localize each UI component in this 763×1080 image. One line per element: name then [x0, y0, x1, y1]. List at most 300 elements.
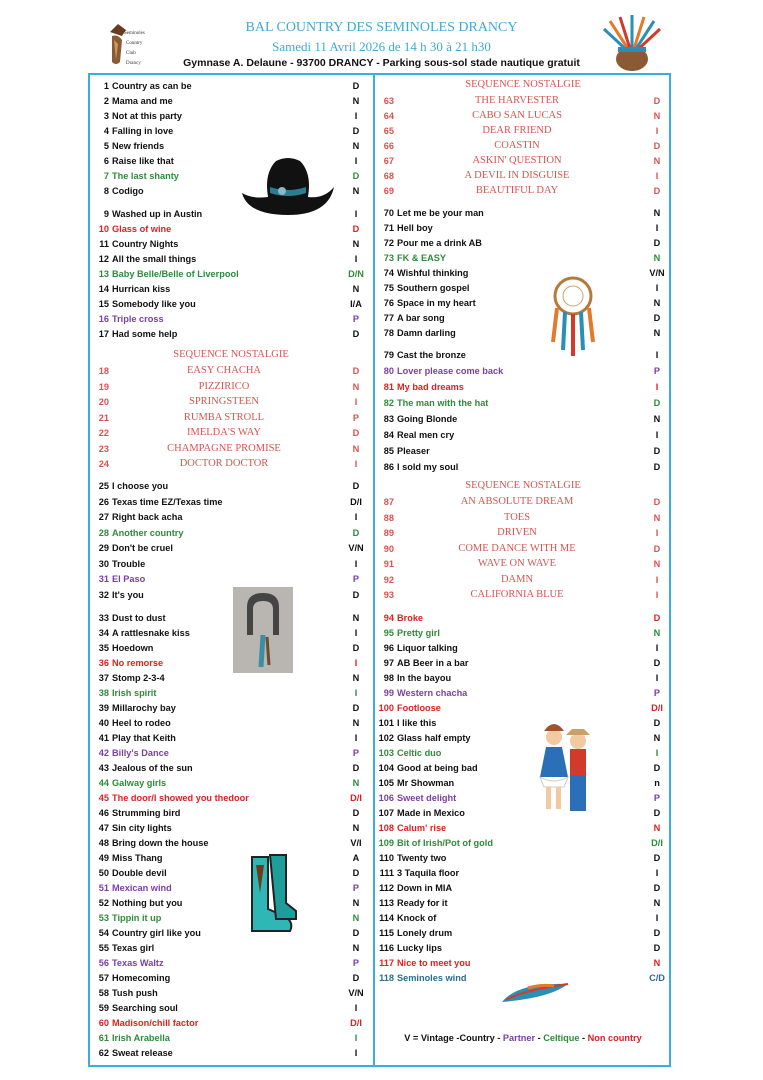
sequence-number: 18	[98, 366, 109, 376]
dance-row	[90, 139, 372, 153]
dance-number: 14	[98, 284, 109, 294]
sequence-level: I	[655, 126, 659, 136]
dance-row	[90, 109, 372, 123]
sequence-number: 67	[383, 156, 394, 166]
dance-number: 50	[98, 868, 109, 878]
dance-row	[90, 656, 372, 670]
dance-name: Raise like that	[112, 156, 174, 166]
dance-row	[90, 1046, 372, 1060]
dance-row	[90, 836, 372, 850]
sequence-name: BEAUTIFUL DAY	[475, 185, 559, 196]
dance-number: 51	[98, 883, 109, 893]
dance-name: Country Nights	[112, 239, 179, 249]
dance-row	[376, 380, 670, 394]
dance-row	[376, 326, 670, 340]
dance-number: 101	[378, 718, 394, 728]
sequence-row	[90, 457, 372, 471]
dance-level: N	[352, 823, 360, 833]
sequence-number: 65	[383, 126, 394, 136]
dance-row	[90, 237, 372, 251]
sequence-level: I	[655, 171, 659, 181]
dance-level: A	[352, 853, 360, 863]
dance-name: Let me be your man	[397, 208, 484, 218]
dance-level: I	[655, 673, 659, 683]
dance-name: Sweat release	[112, 1048, 173, 1058]
dance-row	[376, 836, 670, 850]
dance-number: 38	[98, 688, 109, 698]
dance-level: N	[653, 414, 661, 424]
dance-name: Country girl like you	[112, 928, 201, 938]
dance-number: 118	[379, 973, 394, 983]
dance-level: n	[654, 778, 660, 788]
dance-row	[376, 428, 670, 442]
dance-level: D/N	[348, 269, 364, 279]
dance-row	[90, 806, 372, 820]
dance-name: Baby Belle/Belle of Liverpool	[112, 269, 239, 279]
sequence-name: WAVE ON WAVE	[477, 558, 557, 569]
sequence-name: CABO SAN LUCAS	[472, 110, 562, 121]
svg-text:Seminoles: Seminoles	[124, 31, 145, 36]
dance-number: 59	[98, 1003, 109, 1013]
sequence-row	[376, 495, 670, 509]
dance-row	[376, 806, 670, 820]
dance-name: Knock of	[397, 913, 437, 923]
dance-name: I choose you	[112, 481, 169, 491]
dance-number: 104	[378, 763, 394, 773]
dance-number: 4	[103, 126, 109, 136]
sequence-level: N	[653, 111, 661, 121]
dance-number: 76	[383, 298, 394, 308]
dance-row	[90, 626, 372, 640]
sequence-number: 89	[383, 528, 394, 538]
legend	[375, 1033, 671, 1043]
dance-number: 26	[98, 496, 109, 507]
dance-name: I like this	[397, 718, 437, 728]
dance-name: Mr Showman	[397, 778, 455, 788]
dance-row	[90, 611, 372, 625]
dance-number: 94	[383, 613, 394, 623]
dance-level: I	[354, 512, 358, 522]
dance-number: 1	[103, 81, 109, 91]
dance-number: 72	[383, 238, 394, 248]
dance-row	[376, 821, 670, 835]
sequence-level: I	[354, 397, 358, 407]
dance-level: P	[352, 748, 360, 758]
sequence-level: D	[352, 366, 360, 376]
dance-number: 40	[98, 718, 109, 728]
sequence-level: D	[352, 428, 360, 438]
dance-level: V/N	[348, 543, 364, 553]
dance-name: Not at this party	[112, 111, 182, 121]
dance-level: N	[352, 141, 360, 151]
sequence-number: 63	[383, 96, 394, 106]
dance-number: 111	[379, 868, 394, 878]
dance-name: Lover please come back	[397, 366, 504, 376]
dance-row	[90, 222, 372, 236]
dance-name: Mexican wind	[112, 883, 172, 893]
dance-row	[90, 851, 372, 865]
dance-name: Pleaser	[397, 446, 430, 456]
event-date: Samedi 11 Avril 2026 de 14 h 30 à 21 h30	[272, 39, 491, 54]
dance-number: 102	[378, 733, 394, 743]
dance-level: P	[352, 883, 360, 893]
dance-number: 107	[378, 808, 394, 818]
sequence-name: COASTIN	[494, 140, 540, 151]
dance-name: Billy's Dance	[112, 748, 169, 758]
dance-name: Texas time EZ/Texas time	[112, 496, 223, 507]
dance-level: I	[354, 254, 358, 264]
dance-name: Bring down the house	[112, 838, 209, 848]
dance-number: 36	[98, 658, 109, 668]
sequence-row	[376, 557, 670, 571]
dance-name: Glass half empty	[397, 733, 471, 743]
dance-level: I	[354, 658, 358, 668]
dance-name: Play that Keith	[112, 733, 176, 743]
dance-row	[90, 94, 372, 108]
dance-row	[90, 866, 372, 880]
dance-level: P	[653, 688, 661, 698]
dance-level: P	[352, 574, 360, 584]
event-title: BAL COUNTRY DES SEMINOLES DRANCY	[245, 20, 518, 35]
dance-name: Had some help	[112, 329, 178, 339]
dance-name: Mama and me	[112, 96, 173, 106]
dance-number: 25	[98, 481, 109, 491]
sequence-name: DOCTOR DOCTOR	[179, 458, 269, 469]
dance-row	[90, 267, 372, 281]
dance-name: Cast the bronze	[397, 350, 466, 360]
dance-number: 27	[98, 512, 109, 522]
dance-level: D	[653, 928, 661, 938]
dance-level: D/I	[350, 1018, 362, 1028]
dance-level: N	[352, 943, 360, 953]
dance-level: D	[653, 398, 661, 408]
dance-number: 80	[383, 366, 394, 376]
dance-row	[376, 412, 670, 426]
dance-level: D	[352, 224, 360, 234]
dance-name: Lucky lips	[397, 943, 442, 953]
dance-row	[90, 776, 372, 790]
sequence-row	[90, 380, 372, 394]
dance-row	[90, 971, 372, 985]
dance-level: I	[655, 643, 659, 653]
dance-number: 42	[98, 748, 109, 758]
dance-name: Searching soul	[112, 1003, 178, 1013]
sequence-name: SPRINGSTEEN	[188, 396, 259, 407]
sequence-number: 20	[98, 397, 109, 407]
dance-row	[90, 821, 372, 835]
dance-level: I	[655, 430, 659, 440]
dance-name: The last shanty	[112, 171, 179, 181]
sequence-level: I	[655, 528, 659, 538]
dance-number: 110	[379, 853, 394, 863]
dance-row	[376, 626, 670, 640]
dance-number: 61	[98, 1033, 109, 1043]
dance-number: 5	[103, 141, 109, 151]
dance-name: A bar song	[397, 313, 445, 323]
legend-vintage: V = Vintage -Country	[404, 1033, 495, 1043]
sequence-number: 23	[98, 443, 109, 454]
dance-number: 86	[383, 462, 394, 472]
sequence-row	[376, 542, 670, 556]
dance-level: P	[653, 366, 661, 376]
dance-number: 17	[98, 329, 109, 339]
dance-name: Right back acha	[112, 512, 183, 522]
dance-row	[90, 479, 372, 493]
dance-row	[376, 281, 670, 295]
dance-number: 97	[383, 658, 394, 668]
sequence-name: ASKIN' QUESTION	[472, 155, 562, 166]
dance-level: D	[653, 313, 661, 323]
event-venue: Gymnase A. Delaune - 93700 DRANCY - Parking sous-sol stade nautique gratuit	[183, 57, 580, 69]
dance-row	[376, 460, 670, 474]
dance-number: 77	[383, 313, 394, 323]
dance-row	[90, 671, 372, 685]
sequence-number: 88	[383, 512, 394, 523]
dance-number: 8	[103, 186, 109, 196]
dance-level: V/I	[350, 838, 362, 848]
dance-number: 81	[383, 382, 394, 392]
dance-name: Miss Thang	[112, 853, 163, 863]
dance-level: N	[352, 898, 360, 908]
dance-name: Tush push	[112, 988, 158, 998]
dance-level: D	[352, 808, 360, 818]
dance-number: 48	[98, 838, 109, 848]
legend-separator: -	[494, 1033, 503, 1043]
dance-name: Down in MIA	[397, 883, 453, 893]
sequence-name: CALIFORNIA BLUE	[470, 589, 564, 600]
dance-level: I	[354, 558, 358, 569]
dance-row	[90, 541, 372, 555]
dance-row	[90, 588, 372, 602]
svg-text:Drancy: Drancy	[126, 61, 141, 66]
dance-row	[376, 731, 670, 745]
sequence-row	[376, 124, 670, 138]
dance-row	[90, 716, 372, 730]
dance-name: Don't be cruel	[112, 543, 173, 553]
dance-number: 108	[378, 823, 394, 833]
dance-level: P	[352, 958, 360, 968]
dance-name: In the bayou	[397, 673, 452, 683]
dance-number: 29	[98, 543, 109, 553]
sequence-number: 91	[383, 559, 394, 569]
dance-number: 39	[98, 703, 109, 713]
dance-name: Dust to dust	[112, 613, 166, 623]
dance-name: Good at being bad	[397, 763, 478, 773]
dance-row	[376, 641, 670, 655]
dance-name: Falling in love	[112, 126, 174, 136]
dance-level: D/I	[350, 496, 362, 507]
dance-number: 73	[383, 253, 394, 263]
dance-number: 32	[98, 589, 109, 600]
dance-row	[376, 348, 670, 362]
dance-row	[90, 79, 372, 93]
dance-name: Broke	[397, 613, 424, 623]
dance-name: My bad dreams	[397, 382, 464, 392]
dance-name: All the small things	[112, 254, 197, 264]
sequence-name: AN ABSOLUTE DREAM	[460, 496, 574, 507]
dance-row	[90, 572, 372, 586]
dance-row	[90, 557, 372, 571]
dance-level: N	[352, 284, 360, 294]
dance-name: Seminoles wind	[397, 973, 467, 983]
dance-level: D	[352, 81, 360, 91]
dance-row	[90, 926, 372, 940]
dance-name: Millarochy bay	[112, 703, 176, 713]
dance-level: I	[655, 350, 659, 360]
sequence-level: D	[653, 497, 661, 507]
dance-name: Double devil	[112, 868, 167, 878]
dance-number: 45	[98, 793, 109, 803]
dance-number: 9	[103, 209, 109, 219]
dance-row	[376, 911, 670, 925]
dance-number: 54	[98, 928, 109, 938]
dance-level: I	[354, 628, 358, 638]
dance-level: D	[352, 868, 360, 878]
dance-name: Damn darling	[397, 328, 456, 338]
dance-number: 83	[383, 414, 394, 424]
sequence-number: 87	[383, 497, 394, 507]
dance-number: 34	[98, 628, 109, 638]
dance-row	[376, 716, 670, 730]
dance-name: Sin city lights	[112, 823, 172, 833]
dance-name: Calum' rise	[397, 823, 447, 833]
dance-number: 117	[379, 958, 394, 968]
sequence-level: N	[653, 559, 661, 569]
dance-level: I	[655, 283, 659, 293]
dance-number: 116	[379, 943, 394, 953]
dance-row	[376, 236, 670, 250]
dance-row	[90, 761, 372, 775]
dance-row	[90, 701, 372, 715]
dance-number: 75	[383, 283, 394, 293]
sequence-row	[376, 169, 670, 183]
dance-level: I	[655, 748, 659, 758]
dance-number: 113	[379, 898, 394, 908]
dance-row	[90, 495, 372, 509]
dance-name: Footloose	[397, 703, 441, 713]
dance-name: Another country	[112, 527, 184, 538]
dance-level: C/D	[649, 973, 665, 983]
sequence-name: EASY CHACHA	[187, 365, 261, 376]
dance-name: Jealous of the sun	[112, 763, 193, 773]
dance-row	[90, 327, 372, 341]
sequence-title: SEQUENCE NOSTALGIE	[173, 349, 289, 360]
sequence-name: RUMBA STROLL	[183, 411, 265, 423]
sequence-number: 90	[383, 543, 394, 554]
sequence-level: N	[352, 381, 360, 392]
dance-number: 70	[383, 208, 394, 218]
dance-level: I	[354, 1003, 358, 1013]
sequence-level: D	[653, 186, 661, 196]
dance-number: 96	[383, 643, 394, 653]
dance-row	[90, 252, 372, 266]
sequence-name: CHAMPAGNE PROMISE	[167, 442, 281, 454]
dance-level: P	[352, 314, 360, 324]
dance-level: N	[653, 628, 661, 638]
dance-level: P	[653, 793, 661, 803]
dance-row	[376, 956, 670, 970]
dance-name: New friends	[112, 141, 165, 151]
dance-row	[90, 1001, 372, 1015]
dance-number: 82	[383, 398, 394, 408]
dance-row	[376, 396, 670, 410]
sequence-name: PIZZIRICO	[198, 380, 250, 392]
sequence-name: TOES	[503, 511, 531, 523]
legend-partner: Partner	[502, 1033, 536, 1043]
sequence-level: D	[653, 543, 661, 554]
dance-level: N	[653, 298, 661, 308]
sequence-level: N	[653, 512, 661, 523]
sequence-row	[90, 442, 372, 456]
dance-level: N	[653, 253, 661, 263]
dance-row	[376, 761, 670, 775]
dance-row	[90, 526, 372, 540]
dance-number: 74	[383, 268, 394, 278]
dance-name: It's you	[112, 589, 144, 600]
dance-row	[376, 656, 670, 670]
dance-name: Space in my heart	[397, 298, 476, 308]
dance-row	[90, 941, 372, 955]
dance-number: 31	[98, 574, 109, 584]
dance-level: I	[655, 223, 659, 233]
legend-separator: -	[535, 1033, 544, 1043]
dance-row	[376, 296, 670, 310]
dance-number: 3	[103, 111, 109, 121]
dance-level: D	[653, 763, 661, 773]
dance-name: Glass of wine	[112, 224, 172, 234]
dance-name: No remorse	[112, 658, 164, 668]
dance-name: Hoedown	[112, 643, 154, 653]
dance-row	[376, 701, 670, 715]
dance-row	[90, 282, 372, 296]
dance-name: FK & EASY	[397, 253, 447, 263]
dance-name: Lonely drum	[397, 928, 453, 938]
sequence-name: COME DANCE WITH ME	[458, 542, 576, 554]
dance-row	[376, 776, 670, 790]
dance-level: I	[354, 733, 358, 743]
dance-level: I	[354, 1033, 358, 1043]
sequence-number: 21	[98, 412, 109, 423]
sequence-row	[376, 184, 670, 198]
dance-number: 7	[103, 171, 109, 181]
dance-number: 84	[383, 430, 394, 440]
dance-row	[376, 206, 670, 220]
dance-name: Tippin it up	[112, 913, 162, 923]
dance-level: D	[352, 171, 360, 181]
dance-name: Irish spirit	[112, 688, 157, 698]
dance-level: N	[653, 898, 661, 908]
dance-level: N	[653, 733, 661, 743]
dance-name: Twenty two	[397, 853, 447, 863]
dance-name: Madison/chill factor	[112, 1018, 199, 1028]
sequence-level: N	[653, 156, 661, 166]
dance-level: I	[354, 111, 358, 121]
sequence-row	[376, 154, 670, 168]
dance-name: Made in Mexico	[397, 808, 465, 818]
dance-row	[90, 791, 372, 805]
sequence-row	[376, 588, 670, 602]
dance-name: A rattlesnake kiss	[112, 628, 190, 638]
dance-name: Washed up in Austin	[112, 209, 203, 219]
dance-name: Strumming bird	[112, 808, 181, 818]
dance-number: 71	[383, 223, 394, 233]
dance-number: 114	[379, 913, 394, 923]
dance-number: 56	[98, 958, 109, 968]
dance-row	[376, 896, 670, 910]
dance-name: Triple cross	[112, 314, 164, 324]
dance-level: N	[653, 208, 661, 218]
dance-name: Codigo	[112, 186, 144, 196]
